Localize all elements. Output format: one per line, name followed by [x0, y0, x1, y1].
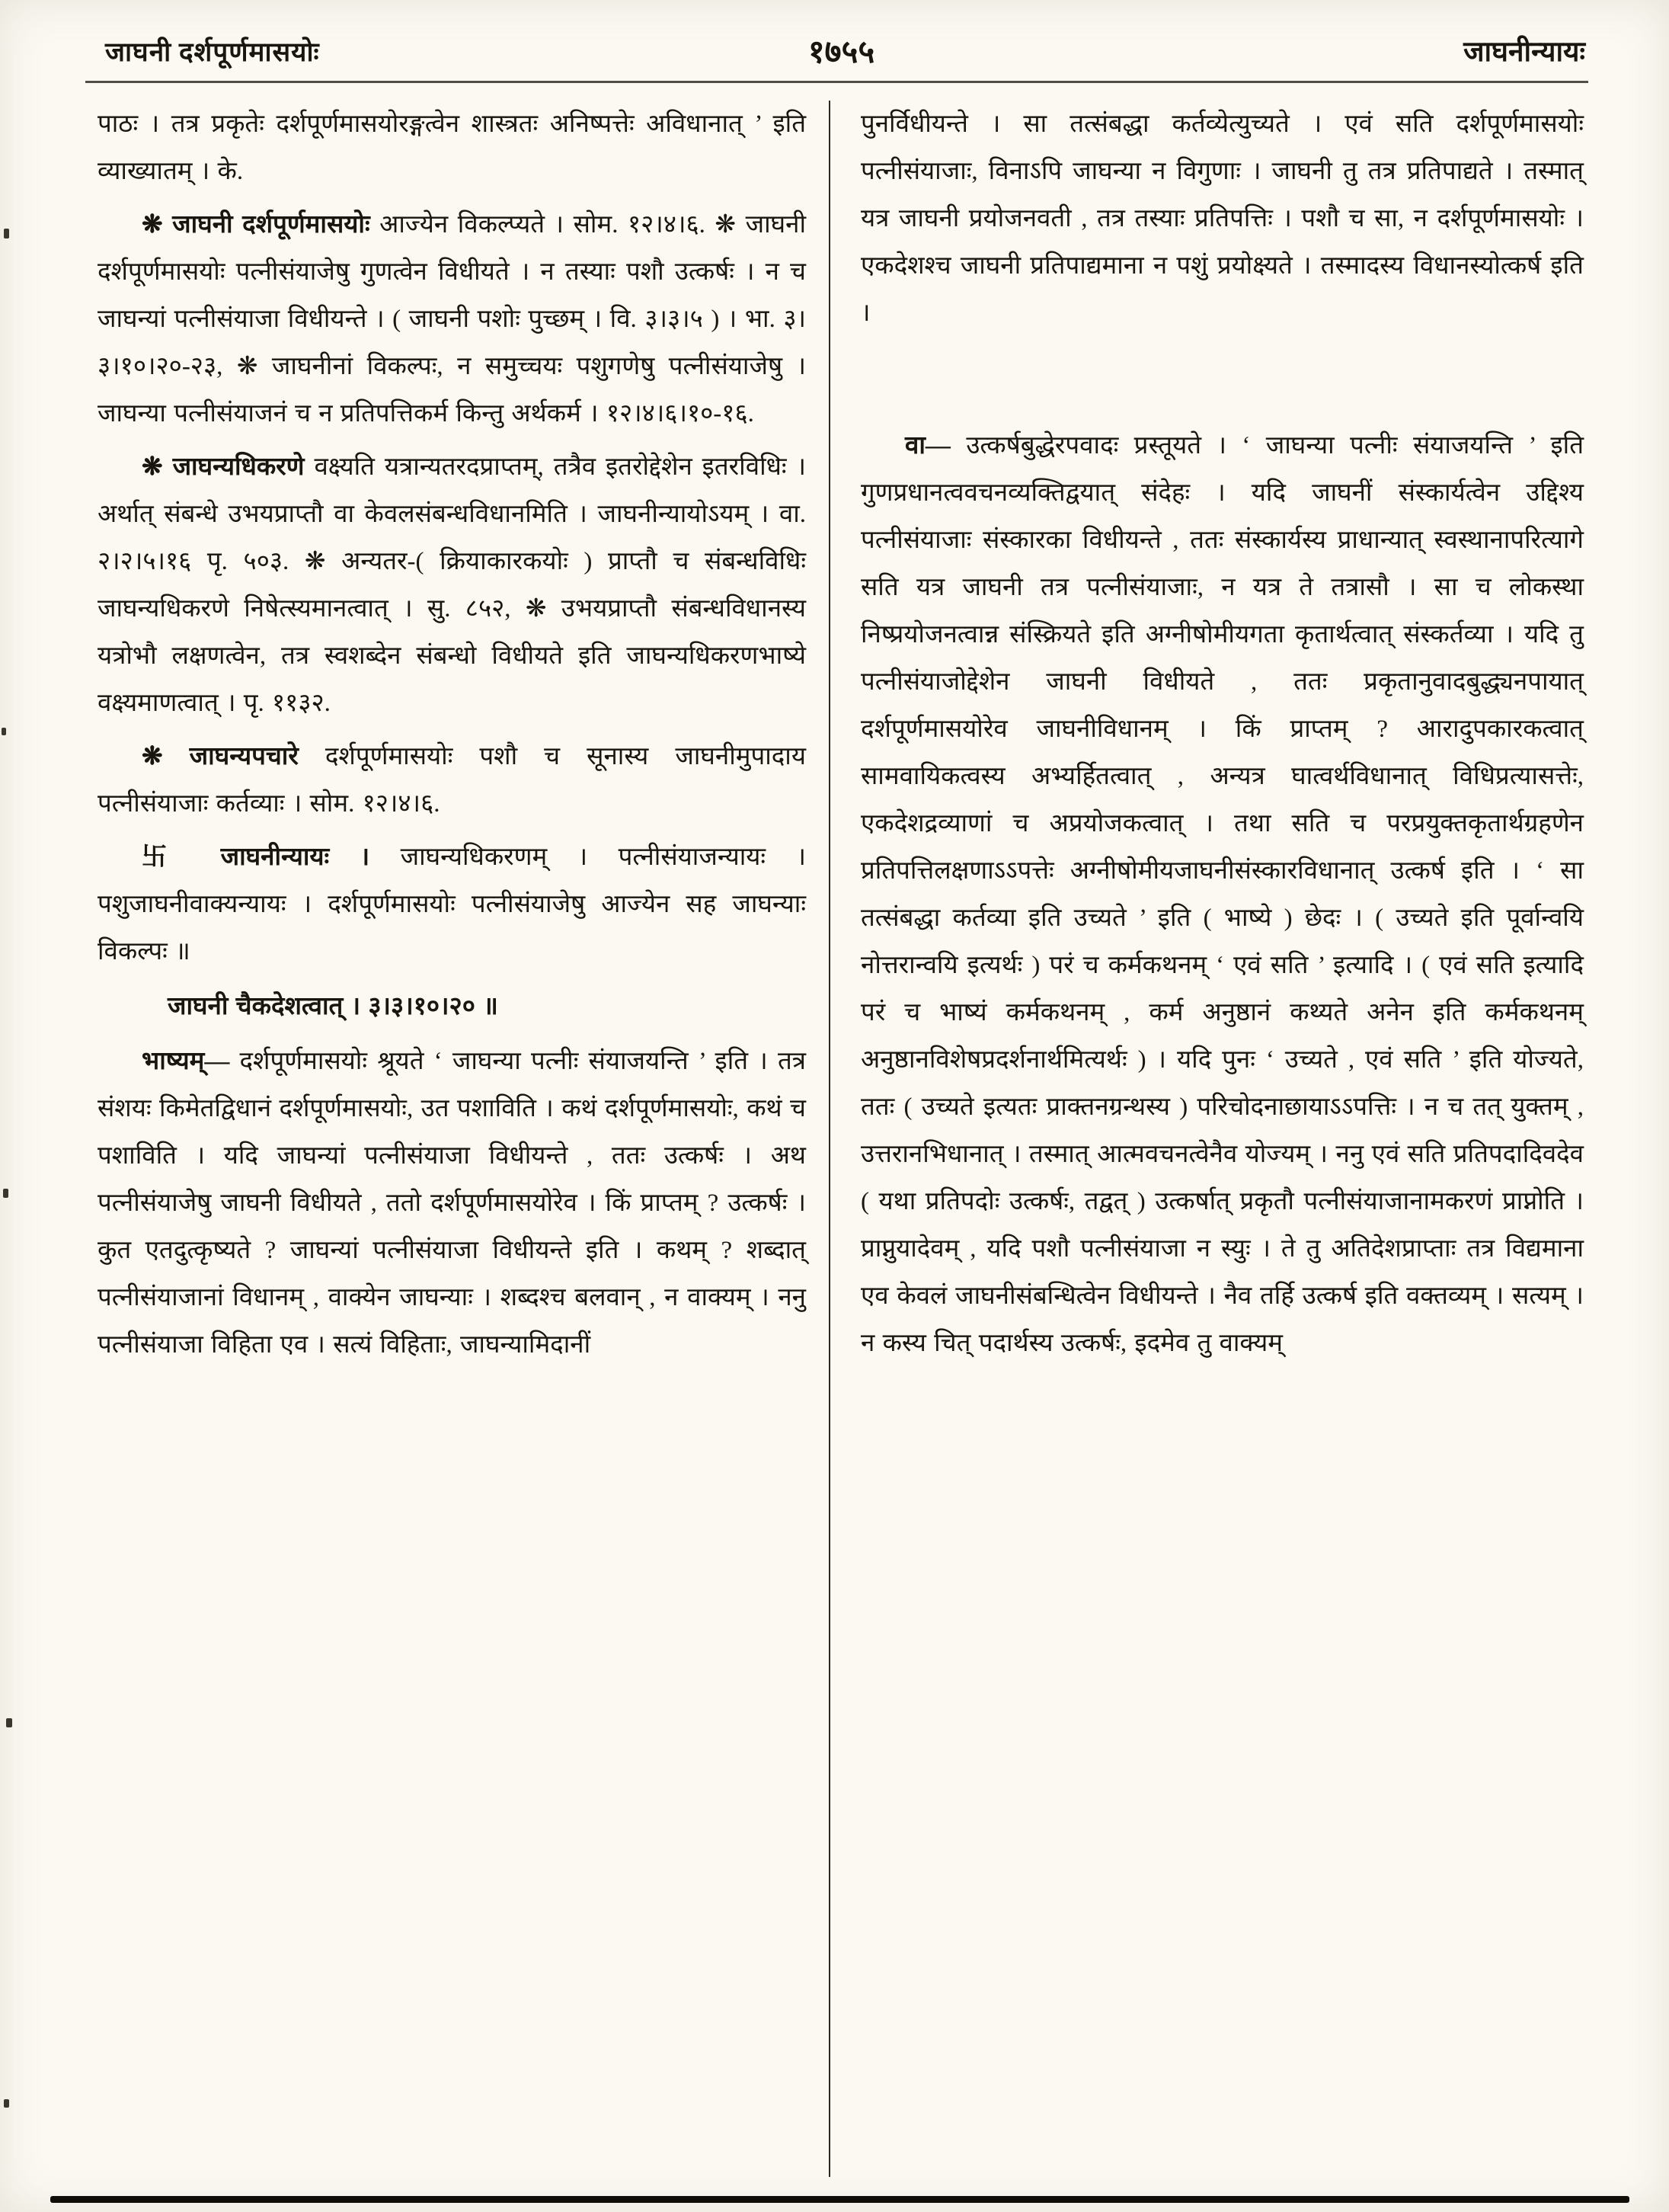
- column-divider-rule: [829, 101, 830, 2177]
- sutra-text: जाघनी चैकदेशत्वात् । ३।३।१०।२० ॥: [168, 993, 498, 1020]
- scan-speck-artifact: [3, 1189, 8, 1198]
- scan-speck-artifact: [4, 2099, 9, 2108]
- ornament-and-lead: 卐 जाघनीन्यायः ।: [142, 844, 370, 871]
- paragraph-vartika: [861, 422, 1584, 1367]
- scan-speck-artifact: [6, 1718, 12, 1727]
- left-column: [98, 101, 806, 2177]
- paragraph-text: दर्शपूर्णमासयोः पशौ च सूनास्य जाघनीमुपादाय पत्नीसंयाजाः कर्तव्याः । सोम. १२।४।६.: [98, 743, 806, 818]
- paragraph-lead: ❋ जाघन्यपचारे: [142, 743, 299, 770]
- paragraph-lead: ❋ जाघनी दर्शपूर्णमासयोः: [142, 211, 370, 238]
- paragraph-text: उत्कर्षबुद्धेरपवादः प्रस्तूयते । ‘ जाघन्या पत्नीः संयाजयन्ति ’ इति गुणप्रधानत्ववचनव्यक्तिद्वयात् संदेहः । यदि जाघनीं संस्कार्यत्वेन उद्दिश्य पत्नीसंयाजाः संस्कारका विधीयन्ते , ततः संस्कार्यस्य प्राधान्यात् स्वस्थानापरित्यागे सति यत्र जाघनी तत्र पत्नीसंयाजाः, न यत्र ते तत्रासौ । सा च लोकस्था निष्प्रयोजनत्वान्न संस्क्रियते इति अग्नीषोमीयगता कृतार्थत्वात् संस्कर्तव्या । यदि तु पत्नीसंयाजोद्देशेन जाघनी विधीयते , ततः प्रकृतानुवादबुद्ध्यनपायात् दर्शपूर्णमासयोरेव जाघनीविधानम् । किं प्राप्तम् ? आरादुपकारकत्वात् सामवायिकत्वस्य अभ्यर्हितत्वात् , अन्यत्र घात्वर्थविधानात् विधिप्रत्यासत्तेः, एकदेशद्रव्याणां च अप्रयोजकत्वात् । तथा सति च परप्रयुक्तकृतार्थग्रहणेन प्रतिपत्तिलक्षणाऽऽपत्तेः अग्नीषोमीयजाघनीसंस्कारविधानात् उत्कर्ष इति । ‘ सा तत्संबद्धा कर्तव्या इति उच्यते ’ इति ( भाष्ये ) छेदः । ( उच्यते इति पूर्वान्वयि नोत्तरान्वयि इत्यर्थः ) परं च कर्मकथनम् ‘ एवं सति ’ इत्यादि । ( एवं सति इत्यादि परं च भाष्यं कर्मकथनम् , कर्म अनुष्ठानं कथ्यते अनेन इति कर्मकथनम् अनुष्ठानविशेषप्रदर्शनार्थमित्यर्थः ) । यदि पुनः ‘ उच्यते , एवं सति ’ इति योज्यते, ततः ( उच्यते इत्यतः प्राक्तनग्रन्थस्य ) परिचोदनाछायाऽऽपत्तिः । न च तत् युक्तम् , उत्तरानभिधानात् । तस्मात् आत्मवचनत्वेनैव योज्यम् । ननु एवं सति प्रतिपदादिवदेव ( यथा प्रतिपदोः उत्कर्षः, तद्वत् ) उत्कर्षात् प्रकृतौ पत्नीसंयाजानामकरणं प्राप्नोति । प्राप्नुयादेवम् , यदि पशौ पत्नीसंयाजा न स्युः । ते तु अतिदेशप्राप्ताः तत्र विद्यमाना एव केवलं जाघनीसंबन्धित्वेन विधीयन्ते । नैव तर्हि उत्कर्ष इति वक्तव्यम् । सत्यम् । न कस्य चित् पदार्थस्य उत्कर्षः, इदमेव तु वाक्यम्: [861, 432, 1584, 1357]
- paragraph-text: वक्ष्यति यत्रान्यतरदप्राप्तम्, तत्रैव इतरोद्देशेन इतरविधिः । अर्थात् संबन्धे उभयप्राप्तौ वा केवलसंबन्धविधानमिति । जाघनीन्यायोऽयम् । वा. २।२।५।१६ पृ. ५०३. ❋ अन्यतर-( क्रियाकारकयोः ) प्राप्तौ च संबन्धविधिः जाघन्यधिकरणे निषेत्स्यमानत्वात् । सु. ८५२, ❋ उभयप्राप्तौ संबन्धविधानस्य यत्रोभौ लक्षणत्वेन, तत्र स्वशब्देन संबन्धो विधीयते इति जाघन्यधिकरणभाष्ये वक्ष्यमाणत्वात् । पृ. ११३२.: [98, 453, 807, 717]
- paragraph-text: जाघन्यधिकरणम् । पत्नीसंयाजन्यायः । पशुजाघनीवाक्यन्यायः । दर्शपूर्णमासयोः पत्नीसंयाजेषु आज्येन सह जाघन्याः विकल्पः ॥: [98, 844, 806, 965]
- paragraph-entry-som: [98, 201, 806, 437]
- paragraph-patha: [98, 101, 806, 195]
- right-column: [861, 101, 1584, 2177]
- page-header: [98, 29, 1585, 75]
- paragraph-entry-adhikarana: [98, 443, 806, 727]
- paragraph-bhashya-continuation: [861, 101, 1584, 337]
- paragraph-text: पाठः । तत्र प्रकृतेः दर्शपूर्णमासयोरङ्गत्वेन शास्त्रतः अनिष्पत्तेः अविधानात् ’ इति व्याख्यातम् । के.: [98, 110, 806, 185]
- paragraph-text: आज्येन विकल्प्यते । सोम. १२।४।६. ❋ जाघनी दर्शपूर्णमासयोः पत्नीसंयाजेषु गुणत्वेन विधीयते । न तस्याः पशौ उत्कर्षः । न च जाघन्यां पत्नीसंयाजा विधीयन्ते । ( जाघनी पशोः पुच्छम् । वि. ३।३।५ ) । भा. ३।३।१०।२०-२३, ❋ जाघनीनां विकल्पः, न समुच्चयः पशुगणेषु पत्नीसंयाजेषु । जाघन्या पत्नीसंयाजनं च न प्रतिपत्तिकर्म किन्तु अर्थकर्म । १२।४।६।१०-१६.: [98, 211, 806, 427]
- text-columns: [98, 101, 1584, 2177]
- scan-edge-artifact: [50, 2196, 1629, 2203]
- running-title-left: जाघनी दर्शपूर्णमासयोः: [105, 37, 320, 67]
- paragraph-text: पुनर्विधीयन्ते । सा तत्संबद्धा कर्तव्येत्युच्यते । एवं सति दर्शपूर्णमासयोः पत्नीसंयाजाः, विनाऽपि जाघन्या न विगुणाः । जाघनी तु तत्र प्रतिपाद्यते । तस्मात् यत्र जाघनी प्रयोजनवती , तत्र तस्याः प्रतिपत्तिः । पशौ च सा, न दर्शपूर्णमासयोः । एकदेशश्च जाघनी प्रतिपाद्यमाना न पशुं प्रयोक्ष्यते । तस्मादस्य विधानस्योत्कर्ष इति ।: [861, 110, 1584, 327]
- scan-speck-artifact: [2, 728, 6, 735]
- running-title-right: जाघनीन्यायः: [1463, 37, 1585, 68]
- page-number: १७५५: [807, 35, 875, 70]
- scan-speck-artifact: [4, 229, 9, 238]
- header-rule: [85, 81, 1588, 83]
- paragraph-lead: ❋ जाघन्यधिकरणे: [142, 453, 305, 481]
- vartika-lead: वा—: [905, 432, 951, 459]
- paragraph-entry-apachara: [98, 733, 806, 827]
- paragraph-text: दर्शपूर्णमासयोः श्रूयते ‘ जाघन्या पत्नीः संयाजयन्ति ’ इति । तत्र संशयः किमेतद्विधानं दर्शपूर्णमासयोः, उत पशाविति । कथं दर्शपूर्णमासयोः, कथं च पशाविति । यदि जाघन्यां पत्नीसंयाजा विधीयन्ते , ततः उत्कर्षः । अथ पत्नीसंयाजेषु जाघनी विधीयते , ततो दर्शपूर्णमासयोरेव । किं प्राप्तम् ? उत्कर्षः । कुत एतदुत्कृष्यते ? जाघन्यां पत्नीसंयाजा विधीयन्ते इति । कथम् ? शब्दात् पत्नीसंयाजानां विधानम् , वाक्येन जाघन्याः । शब्दश्च बलवान् , न वाक्यम् । ननु पत्नीसंयाजा विहिता एव । सत्यं विहिताः, जाघन्यामिदानीं: [98, 1048, 806, 1359]
- paragraph-nyaya-heading: [98, 834, 806, 975]
- sutra-line: [98, 983, 806, 1030]
- bhashya-lead: भाष्यम्—: [142, 1048, 230, 1075]
- paragraph-bhashya: [98, 1038, 806, 1368]
